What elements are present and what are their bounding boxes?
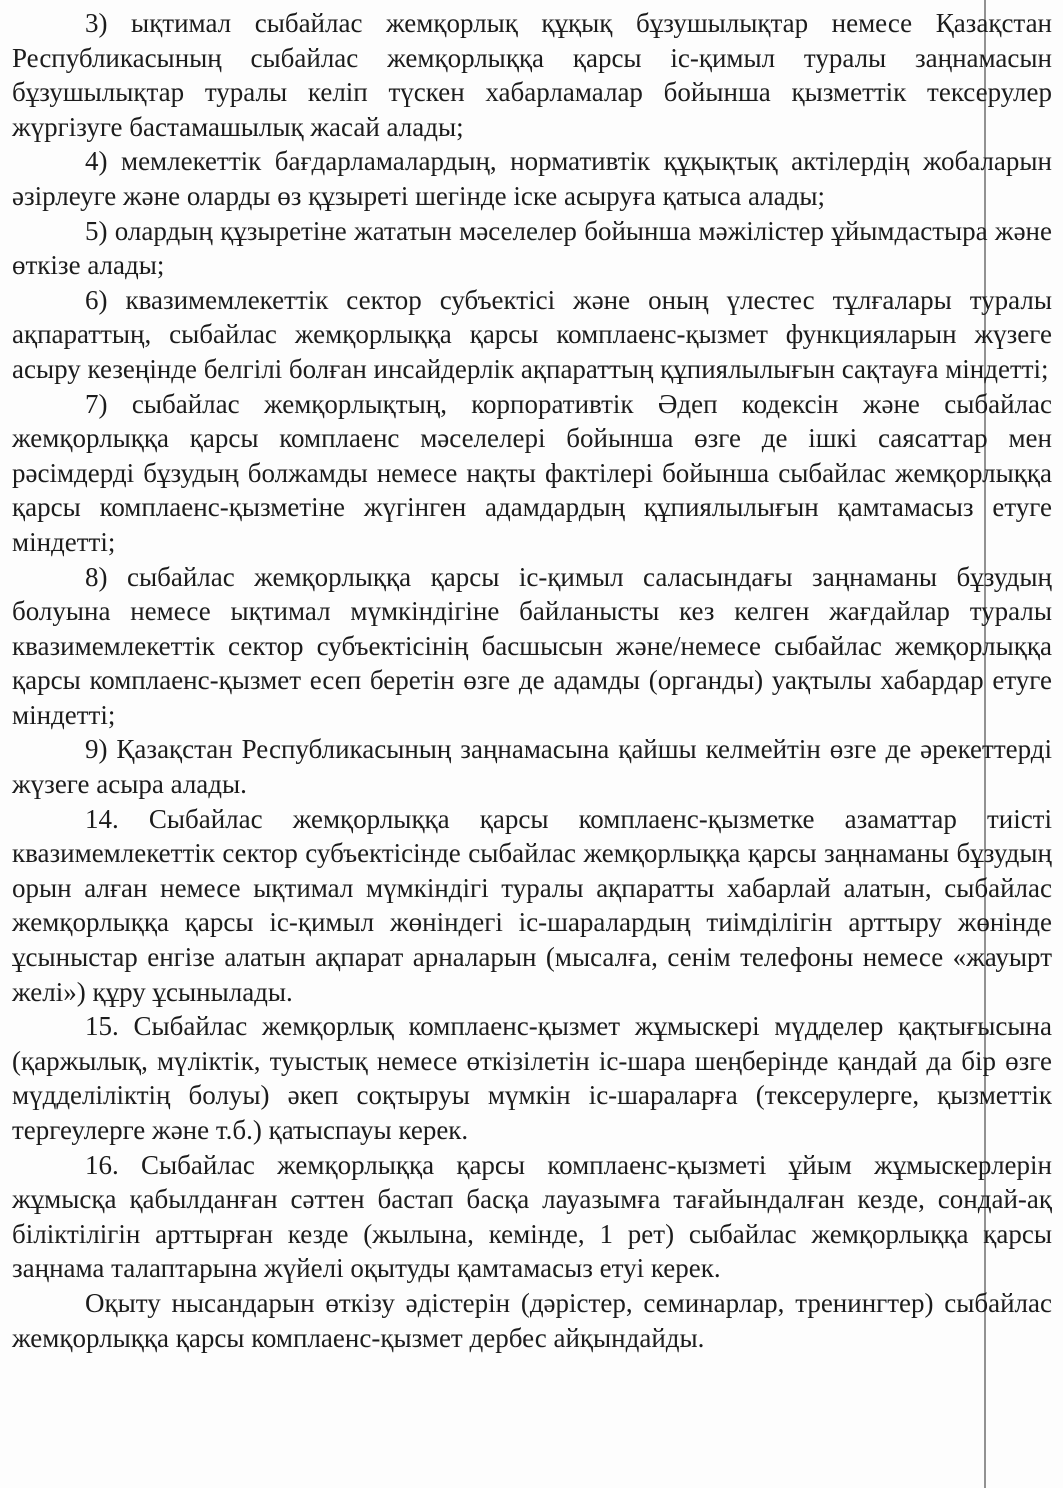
paragraph-training-forms: Оқыту нысандарын өткізу әдістерін (дәрістер, семинарлар, тренингтер) сыбайлас жемқорлыққа қарсы комплаенс-қызмет дербес айқындайды. [12,1287,1052,1353]
document-body [12,6,1052,1355]
paragraph-item-5: 5) олардың құзыретіне жататын мәселелер бойынша мәжілістер ұйымдастыра және өткізе алады; [12,215,1052,281]
paragraph-item-8: 8) сыбайлас жемқорлыққа қарсы іс-қимыл саласындағы заңнаманы бұзудың болуына немесе ықтимал мүмкіндігіне байланысты кез келген жағдайлар туралы квазимемлекеттік сектор субъектісінің басшысын және/немесе сыбайлас жемқорлыққа қарсы комплаенс-қызмет есеп беретін өзге де адамды (органды) уақтылы хабардар етуге міндетті; [12,561,1052,730]
paragraph-clause-16: 16. Сыбайлас жемқорлыққа қарсы комплаенс-қызметі ұйым жұмыскерлерін жұмысқа қабылданған сәттен бастап басқа лауазымға тағайындалған кезде, сондай-ақ біліктілігін арттырған кезде (жылына, кемінде, 1 рет) сыбайлас жемқорлыққа қарсы заңнама талаптарына жүйелі оқытуды қамтамасыз етуі керек. [12,1149,1052,1284]
paragraph-item-7: 7) сыбайлас жемқорлықтың, корпоративтік Әдеп кодексін және сыбайлас жемқорлыққа қарсы комплаенс мәселелері бойынша өзге де ішкі саясаттар мен рәсімдерді бұзудың болжамды немесе нақты фактілері бойынша сыбайлас жемқорлыққа қарсы комплаенс-қызметіне жүгінген адамдардың құпиялылығын қамтамасыз етуге міндетті; [12,388,1052,557]
paragraph-clause-14: 14. Сыбайлас жемқорлыққа қарсы комплаенс-қызметке азаматтар тиісті квазимемлекеттік сектор субъектісінде сыбайлас жемқорлыққа қарсы заңнаманы бұзудың орын алған немесе ықтимал мүмкіндігі туралы ақпаратты хабарлай алатын, сыбайлас жемқорлыққа қарсы іс-қимыл жөніндегі іс-шаралардың тиімділігін арттыру жөнінде ұсыныстар енгізе алатын ақпарат арналарын (мысалға, сенім телефоны немесе «жауырт желі») құру ұсынылады. [12,803,1052,1007]
paragraph-clause-15: 15. Сыбайлас жемқорлық комплаенс-қызмет жұмыскері мүдделер қақтығысына (қаржылық, мүліктік, туыстық немесе өткізілетін іс-шара шеңберінде қандай да бір өзге мүдделіліктің болуы) әкеп соқтыруы мүмкін іс-шараларға (тексерулерге, қызметтік тергеулерге және т.б.) қатыспауы керек. [12,1011,1052,1145]
paragraph-item-9: 9) Қазақстан Республикасының заңнамасына қайшы келмейтін өзге де әрекеттерді жүзеге асыра алады. [12,734,1052,800]
paragraph-item-6: 6) квазимемлекеттік сектор субъектісі және оның үлестес тұлғалары туралы ақпараттың, сыбайлас жемқорлыққа қарсы комплаенс-қызмет функцияларын жүзеге асыру кезеңінде белгілі болған инсайдерлік ақпараттың құпиялылығын сақтауға міндетті; [12,284,1052,384]
paragraph-item-4: 4) мемлекеттік бағдарламалардың, нормативтік құқықтық актілердің жобаларын әзірлеуге және оларды өз құзыреті шегінде іске асыруға қатыса алады; [12,146,1052,211]
paragraph-item-3: 3) ықтимал сыбайлас жемқорлық құқық бұзушылықтар немесе Қазақстан Республикасының сыбайлас жемқорлыққа қарсы іс-қимыл туралы заңнамасын бұзушылықтар туралы келіп түскен хабарламалар бойынша қызметтік тексерулер жүргізуге бастамашылық жасай алады; [12,8,1052,142]
